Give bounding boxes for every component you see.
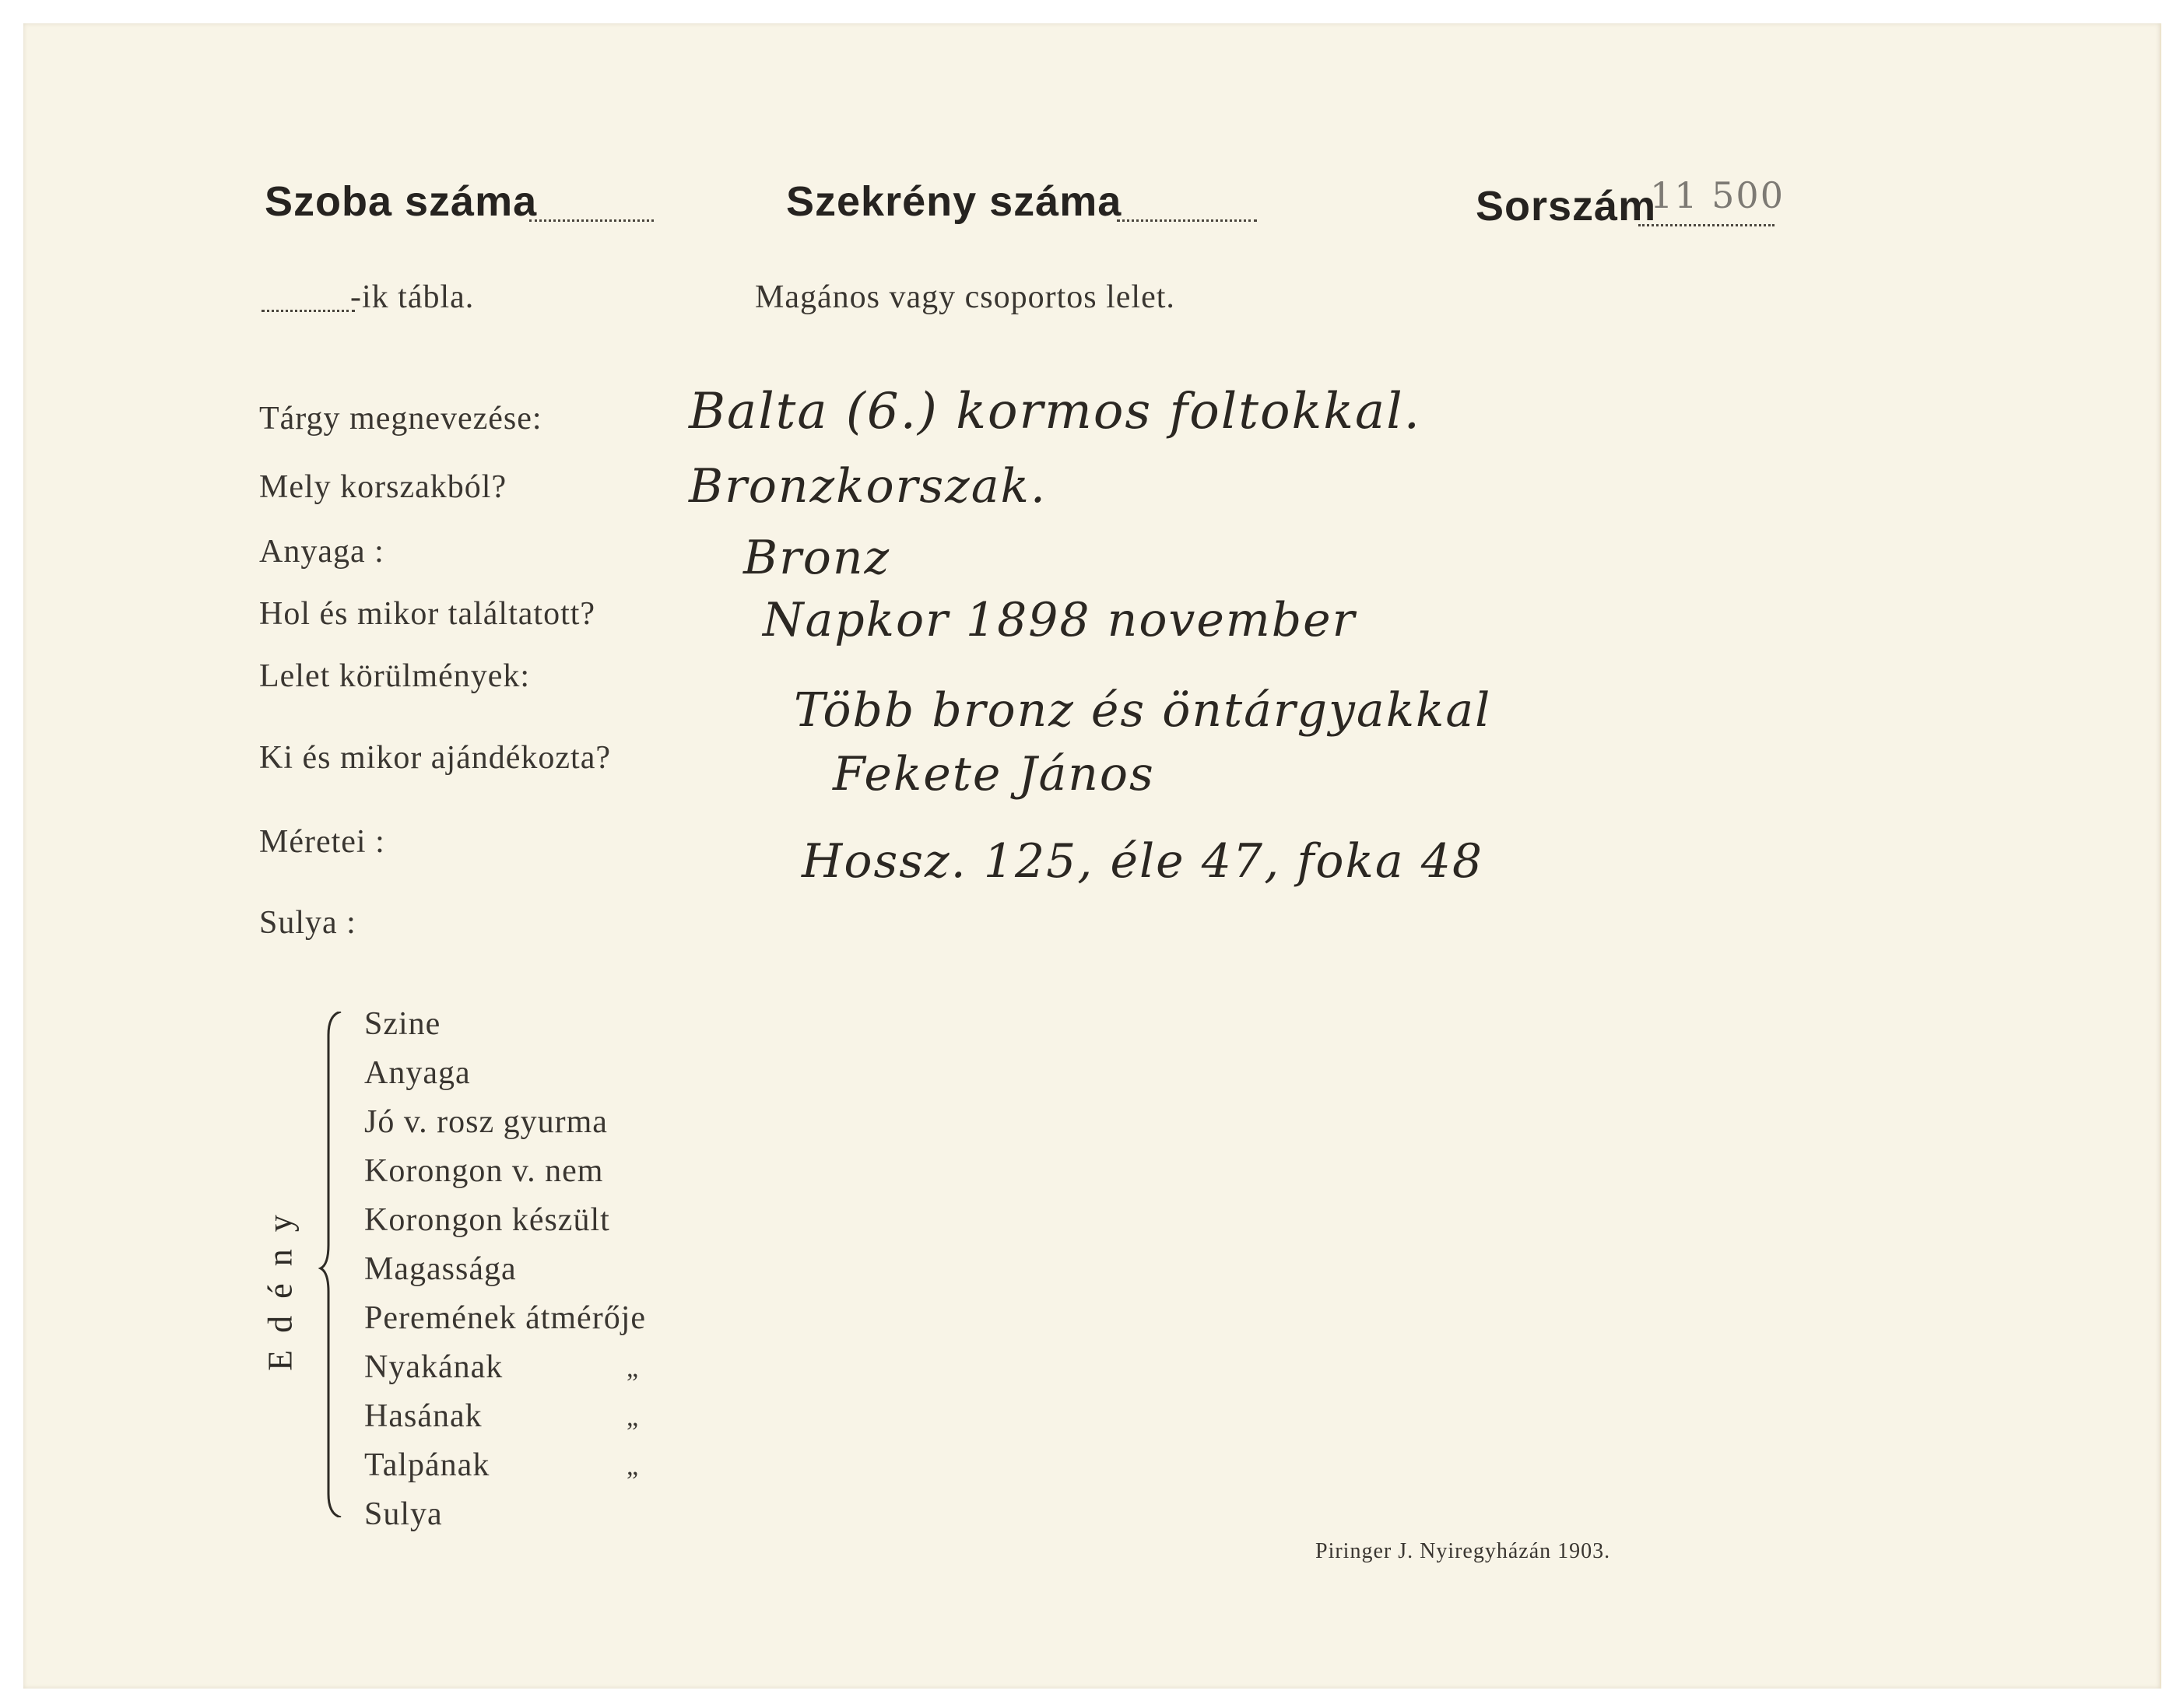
vessel-color-label: Szine <box>364 1006 441 1042</box>
vessel-wheel-made-label: Korongon készült <box>364 1202 610 1238</box>
table-label: -ik tábla. <box>350 279 475 315</box>
material-value: Bronz <box>743 531 891 585</box>
find-type-label: Magános vagy csoportos lelet. <box>755 279 1175 315</box>
room-number-field[interactable] <box>529 219 654 222</box>
find-place-date-value: Napkor 1898 november <box>763 593 1357 647</box>
ditto-mark: „ <box>627 1403 639 1432</box>
find-circumstances-label: Lelet körülmények: <box>259 658 531 694</box>
period-value: Bronzkorszak. <box>689 459 1047 514</box>
serial-number-label: Sorszám <box>1476 183 1657 230</box>
serial-number-value: 11 500 <box>1650 174 1785 216</box>
vessel-height-label: Magassága <box>364 1251 517 1287</box>
cabinet-number-label: Szekrény száma <box>786 178 1122 225</box>
vessel-rim-diameter-label: Peremének átmérője <box>364 1300 646 1336</box>
object-name-label: Tárgy megnevezése: <box>259 401 542 437</box>
vessel-title-text: Edény <box>261 1197 300 1371</box>
dimensions-value: Hossz. 125, éle 47, foka 48 <box>802 834 1484 889</box>
vessel-brace <box>318 1012 349 1517</box>
printer-imprint: Piringer J. Nyiregyházán 1903. <box>1315 1539 1611 1563</box>
vessel-foot-label: Talpának <box>364 1447 490 1483</box>
vessel-material-label: Anyaga <box>364 1055 471 1091</box>
vessel-title <box>257 1159 304 1408</box>
vessel-clay-quality-label: Jó v. rosz gyurma <box>364 1104 608 1140</box>
room-number-label: Szoba száma <box>265 178 538 225</box>
find-circumstances-value: Több bronz és öntárgyakkal <box>794 683 1492 738</box>
weight-label: Sulya : <box>259 905 356 941</box>
donor-value: Fekete János <box>833 747 1155 801</box>
dimensions-label: Méretei : <box>259 824 385 860</box>
donor-label: Ki és mikor ajándékozta? <box>259 740 611 776</box>
vessel-neck-label: Nyakának <box>364 1349 504 1385</box>
vessel-belly-label: Hasának <box>364 1398 483 1434</box>
form-sheet <box>23 23 2161 1689</box>
find-place-date-label: Hol és mikor találtatott? <box>259 596 596 632</box>
table-number-field[interactable] <box>262 310 355 312</box>
ditto-mark: „ <box>627 1452 639 1481</box>
vessel-weight-label: Sulya <box>364 1496 443 1532</box>
serial-number-field[interactable] <box>1638 224 1775 226</box>
vessel-wheel-or-not-label: Korongon v. nem <box>364 1153 604 1189</box>
material-label: Anyaga : <box>259 534 384 570</box>
object-name-value: Balta (6.) kormos foltokkal. <box>689 383 1421 440</box>
period-label: Mely korszakból? <box>259 469 507 505</box>
cabinet-number-field[interactable] <box>1117 219 1257 222</box>
ditto-mark: „ <box>627 1354 639 1383</box>
